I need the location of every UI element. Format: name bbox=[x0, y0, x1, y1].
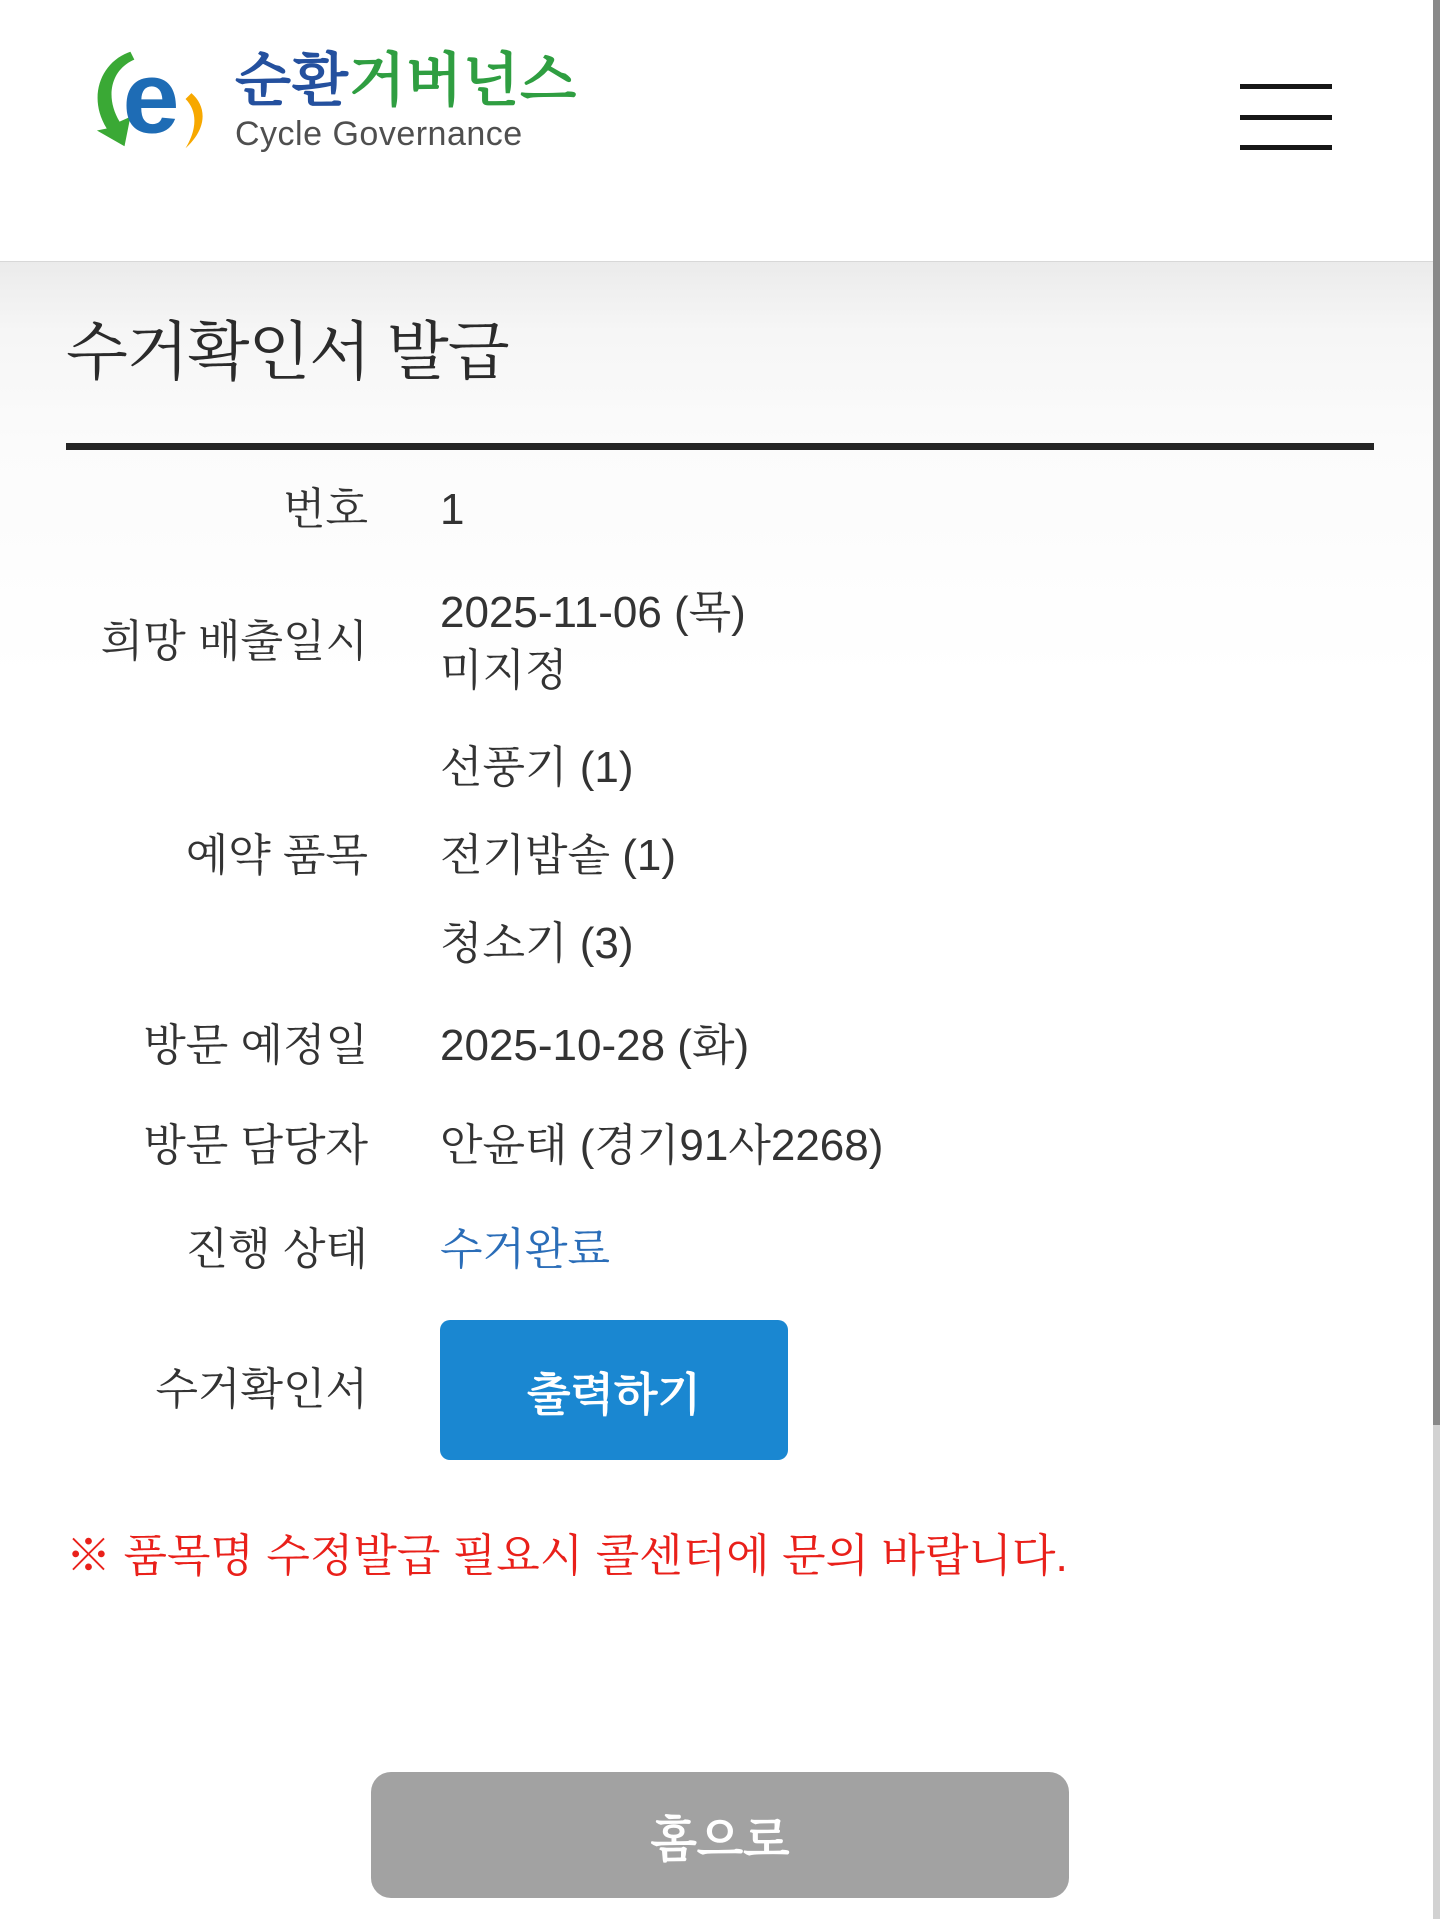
detail-table bbox=[66, 450, 1374, 1460]
row-visit-date-value: 2025-10-28 (화) bbox=[440, 1021, 750, 1070]
logo-text bbox=[235, 50, 577, 154]
notice-text: ※ 품목명 수정발급 필요시 콜센터에 문의 바랍니다. bbox=[66, 1530, 1068, 1581]
row-visit-date bbox=[66, 1022, 1374, 1070]
row-visit-agent-label: 방문 담당자 bbox=[143, 1121, 368, 1170]
row-number-value: 1 bbox=[440, 485, 465, 534]
status-badge: 수거완료 bbox=[440, 1225, 611, 1274]
row-items-value bbox=[440, 744, 676, 968]
title-divider bbox=[66, 443, 1374, 450]
logo-title-part1: 순환 bbox=[235, 48, 350, 113]
page-title: 수거확인서 발급 bbox=[66, 316, 509, 388]
row-discharge-value bbox=[440, 584, 746, 700]
scrollbar-track bbox=[1433, 0, 1440, 1919]
hamburger-bar bbox=[1240, 115, 1332, 120]
reserved-item: 청소기 (3) bbox=[440, 919, 634, 968]
row-reserved-items bbox=[66, 744, 1374, 968]
row-number bbox=[66, 486, 1374, 534]
row-items-label: 예약 품목 bbox=[185, 831, 368, 880]
row-discharge-label: 희망 배출일시 bbox=[100, 617, 368, 666]
scrollbar-thumb[interactable] bbox=[1433, 0, 1440, 1425]
home-button[interactable]: 홈으로 bbox=[371, 1772, 1069, 1898]
main-content bbox=[0, 262, 1440, 1918]
reserved-item: 선풍기 (1) bbox=[440, 743, 634, 792]
row-visit-date-label: 방문 예정일 bbox=[143, 1021, 368, 1070]
logo-e-glyph: e bbox=[122, 39, 180, 155]
discharge-time: 미지정 bbox=[440, 646, 568, 695]
logo-title bbox=[235, 50, 577, 112]
discharge-date: 2025-11-06 (목) bbox=[440, 588, 746, 637]
logo-subtitle: Cycle Governance bbox=[235, 115, 523, 153]
hamburger-bar bbox=[1240, 145, 1332, 150]
row-status-label: 진행 상태 bbox=[185, 1225, 368, 1274]
logo[interactable] bbox=[85, 36, 577, 164]
reserved-item: 전기밥솥 (1) bbox=[440, 831, 677, 880]
hamburger-bar bbox=[1240, 84, 1332, 89]
logo-title-part2: 거버넌스 bbox=[349, 48, 578, 113]
row-confirm-label: 수거확인서 bbox=[155, 1365, 368, 1414]
app-header bbox=[0, 0, 1440, 262]
menu-hamburger-icon[interactable] bbox=[1240, 84, 1332, 150]
row-collection-confirmation bbox=[66, 1320, 1374, 1460]
row-visit-agent-value: 안윤태 (경기91사2268) bbox=[440, 1121, 884, 1170]
row-number-label: 번호 bbox=[282, 485, 368, 534]
cycle-governance-logo-icon bbox=[85, 36, 227, 164]
logo-swoosh-shape bbox=[186, 93, 203, 148]
row-visit-agent bbox=[66, 1122, 1374, 1170]
row-discharge-datetime bbox=[66, 584, 1374, 700]
print-button[interactable]: 출력하기 bbox=[440, 1320, 788, 1460]
row-progress-status bbox=[66, 1226, 1374, 1274]
